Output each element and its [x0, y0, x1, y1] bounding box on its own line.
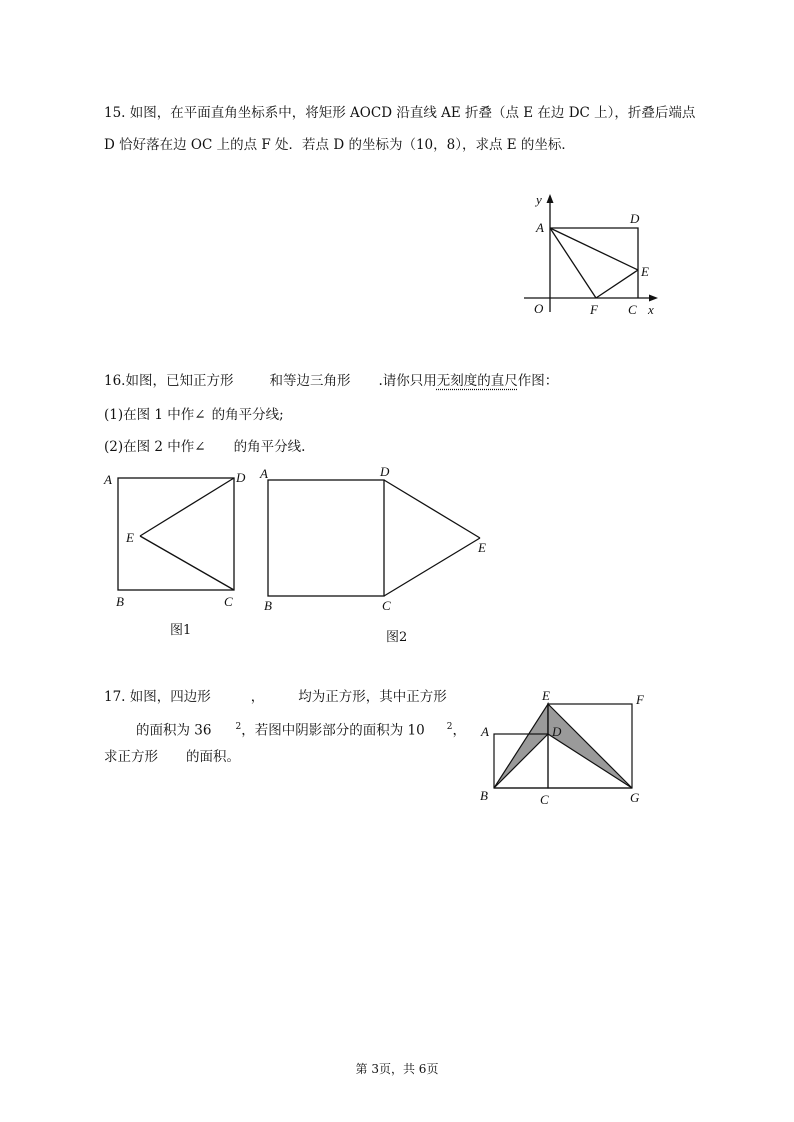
q16-part2 — [104, 438, 305, 456]
page-footer: 第 3页，共 6页 — [355, 1062, 439, 1076]
q17-label-D: D — [552, 724, 562, 739]
q17-label-B: B — [480, 788, 488, 803]
q15-label-O: O — [534, 301, 544, 316]
q17-figure — [476, 684, 652, 808]
q17-label-E: E — [542, 688, 550, 703]
q16-fig2-label-A: A — [260, 466, 268, 481]
q16-fig1-label-B: B — [116, 594, 124, 609]
q17-label-C: C — [540, 792, 549, 807]
q17-line3-a: 求正方形 — [104, 749, 158, 765]
q17-line1-b: ， — [250, 689, 265, 705]
q16-intro-c: .请你只用 — [378, 373, 437, 389]
q16-fig2-label-E: E — [478, 540, 486, 555]
q16-fig1-label-E: E — [126, 530, 134, 545]
q15-label-E: E — [641, 264, 649, 279]
q16-fig2-caption: 图2 — [386, 630, 408, 645]
q16-figure-1 — [100, 464, 260, 614]
q15-figure — [520, 192, 680, 322]
q17-line1 — [104, 688, 447, 706]
q16-fig1-label-A: A — [104, 472, 112, 487]
q16-part1-a: (1)在图 1 中作∠ — [104, 407, 206, 423]
q17-line2-b: ，若图中阴影部分的面积为 10 — [241, 722, 425, 739]
q15-label-F: F — [590, 302, 598, 317]
q16-intro-b: 和等边三角形 — [269, 373, 351, 389]
q15-text-line1: 15. 如图，在平面直角坐标系中，将矩形 AOCD 沿直线 AE 折叠（点 E 在边 DC 上），折叠后端点 — [104, 105, 696, 121]
q16-part2-b: 的角平分线. — [233, 439, 306, 455]
q16-part2-a: (2)在图 2 中作∠ — [104, 439, 206, 455]
q17-line2-sup2: 2 — [446, 722, 453, 732]
q16-fig1-label-D: D — [236, 470, 246, 485]
q15-label-A: A — [536, 220, 544, 235]
q17-line3-b: 的面积。 — [186, 749, 240, 765]
q16-fig2-label-B: B — [264, 598, 272, 613]
q16-intro-d: 作图： — [517, 373, 559, 389]
q16-part1-b: 的角平分线; — [211, 407, 284, 423]
q15-label-D: D — [630, 211, 640, 226]
q16-figure-2 — [256, 460, 496, 616]
q17-line2 — [136, 718, 466, 740]
q16-fig1-caption: 图1 — [170, 623, 192, 638]
q17-line2-c: ， — [452, 722, 466, 739]
q16-intro — [104, 372, 558, 390]
q17-line1-c: 均为正方形，其中正方形 — [298, 689, 447, 705]
q16-intro-a: 16.如图，已知正方形 — [104, 373, 234, 389]
q15-label-y: y — [536, 192, 542, 207]
q17-label-G: G — [630, 790, 640, 805]
q15-label-x: x — [648, 302, 654, 317]
q17-label-F: F — [636, 692, 644, 707]
q17-line2-sup1: 2 — [235, 722, 242, 732]
q17-label-A: A — [481, 724, 489, 739]
q17-line3 — [104, 748, 240, 766]
q15-text-line2: D 恰好落在边 OC 上的点 F 处．若点 D 的坐标为（10，8），求点 E 的坐标． — [104, 137, 575, 153]
q16-fig2-label-D: D — [380, 464, 390, 479]
q16-part1 — [104, 406, 284, 424]
q16-fig2-label-C: C — [382, 598, 391, 613]
q16-intro-dotted: 无刻度的直尺 — [436, 373, 518, 389]
q16-fig1-label-C: C — [224, 594, 233, 609]
q17-line1-a: 17. 如图，四边形 — [104, 689, 211, 705]
q17-line2-a: 的面积为 36 — [136, 722, 212, 739]
q15-label-C: C — [628, 302, 637, 317]
